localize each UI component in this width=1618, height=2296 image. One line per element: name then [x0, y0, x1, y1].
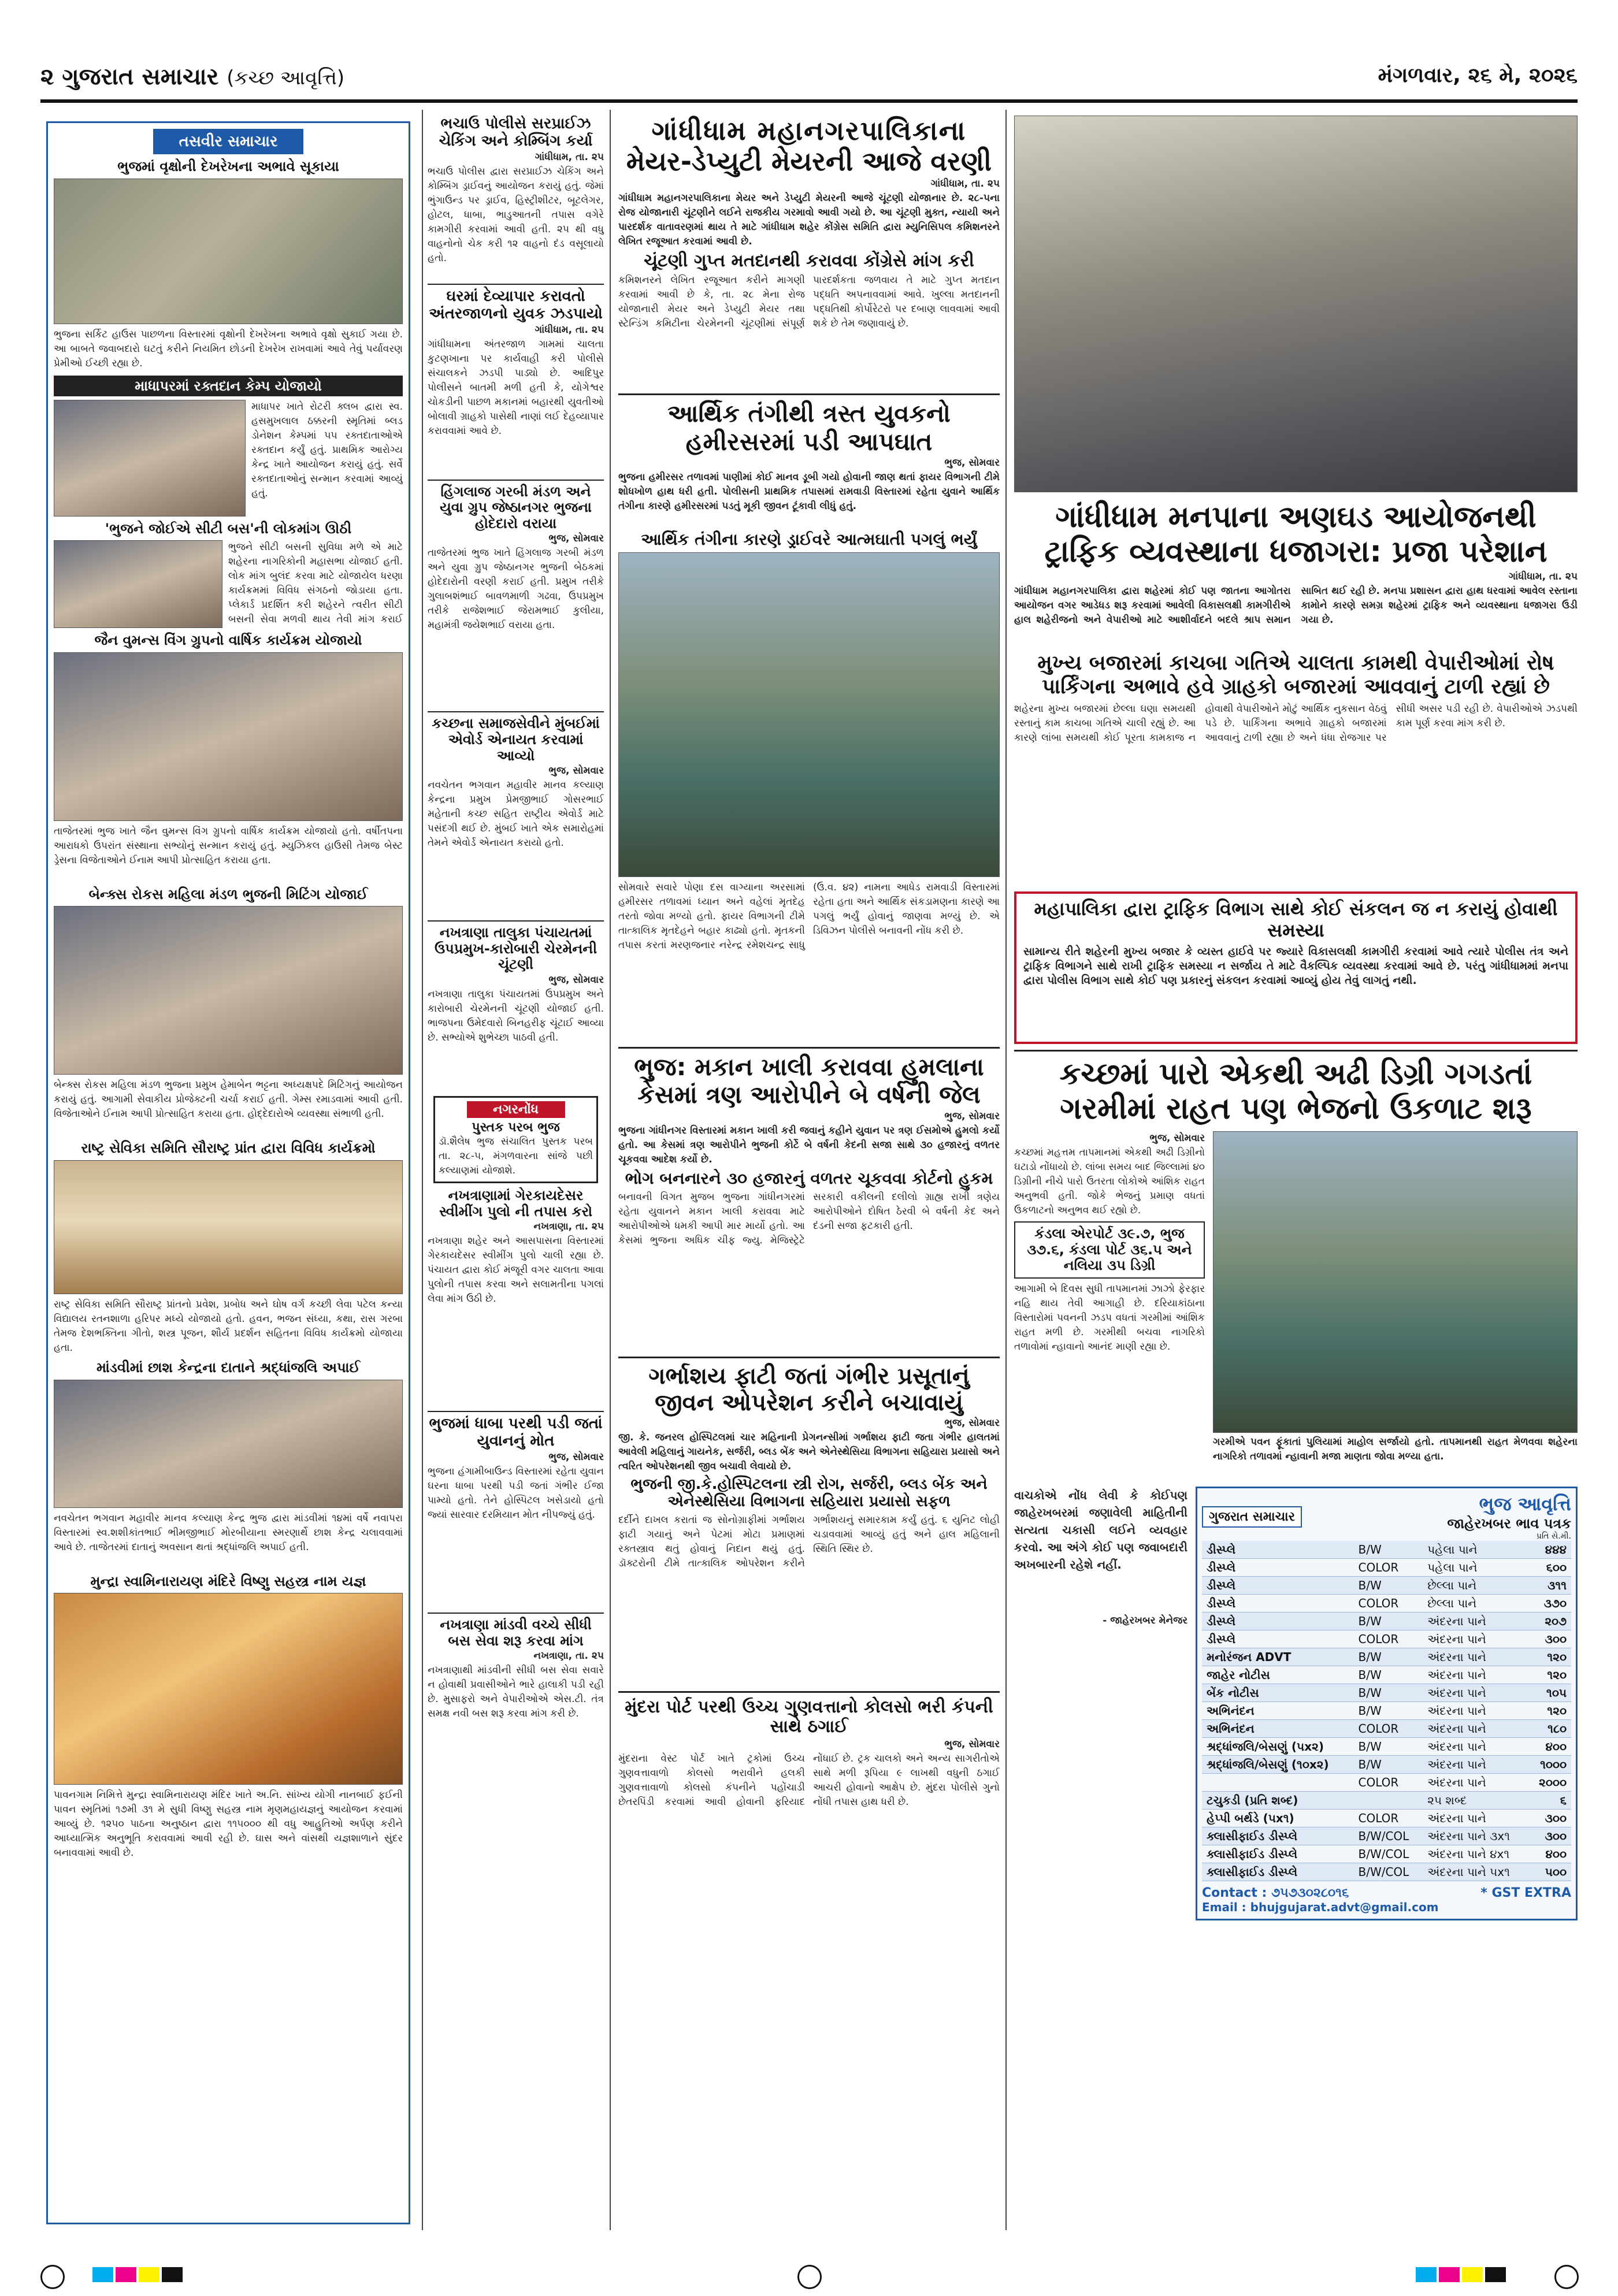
column-divider [610, 110, 611, 2230]
note-body: ડૉ.શૈલેષ ભુજ સંચાલિત પુસ્તક પરબ તા. ૨૮-૫, મંગળવારના સાંજે પછી કલ્યાણમાં યોજાશે. [439, 1136, 593, 1177]
rate-page: અંદરના પાને ૩x૧ [1423, 1827, 1528, 1845]
dateline: ગાંધીધામ, તા. ૨૫ [1508, 570, 1578, 582]
rate-color: COLOR [1353, 1773, 1423, 1791]
box-headline: મહાપાલિકા દ્વારા ટ્રાફિક વિભાગ સાથે કોઈ સંકલન જ ન કરાયું હોવાથી સમસ્યા [1034, 898, 1558, 942]
dateline: ભુજ, સોમવાર [548, 765, 604, 777]
section-title: તસવીર સમાચાર [153, 129, 303, 154]
brief-body: ગાંધીધામના અંતરજાળ ગામમાં ચાલતા કુટણખાના પર કાર્યવાહી કરી પોલીસે સંચાલકને ઝડપી પાડ્યો છે. આદિપુર પોલીસને બાતમી મળી હતી કે, યોગેશ્વર ચોકડીની પાછળ મકાનમાં બહારથી યુવતીઓ બોલાવી ગ્રાહકો પાસેથી નાણાં લઈ દેહવ્યાપાર કરાવવામાં આવે છે. [428, 338, 604, 437]
rate-row [1202, 1719, 1571, 1737]
rate-row [1202, 1791, 1571, 1809]
rate-value: ૪૦૦ [1528, 1845, 1571, 1863]
rate-row [1202, 1827, 1571, 1845]
rate-color: B/W [1353, 1684, 1423, 1701]
story-subhead: પાર્કિંગના અભાવે હવે ગ્રાહકો બજારમાં આવવાનું ટાળી રહ્યાં છે [1042, 674, 1550, 699]
brief-body: નખત્રાણા શહેર અને આસપાસના વિસ્તારમાં ગેરકાયદેસર સ્વીમીંગ પુલો ચાલી રહ્યા છે. પંચાયત દ્વારા કોઈ મંજૂરી વગર ચાલતા આવા પુલોની તપાસ કરવા અને સલામતીના પગલાં લેવા માંગ ઉઠી છે. [428, 1235, 604, 1305]
rate-value: ૬ [1528, 1791, 1571, 1809]
rate-page: અંદરના પાને [1423, 1719, 1528, 1737]
story-rashtra-sevika [48, 1136, 409, 1355]
rate-email: Email : bhujgujarat.advt@gmail.com [1202, 1900, 1439, 1914]
contact-email[interactable]: bhujgujarat.advt@gmail.com [1250, 1900, 1439, 1914]
rate-value: ૬૦૦ [1528, 1558, 1571, 1576]
rate-title: જાહેરખબર ભાવ પત્રક [1447, 1515, 1571, 1532]
rate-color: COLOR [1353, 1594, 1423, 1612]
rate-type: હેપ્પી બર્થડે (૫x૧) [1202, 1809, 1353, 1827]
rate-type: અભિનંદન [1202, 1719, 1353, 1737]
briefs-column [428, 116, 604, 2224]
story-photo [54, 1380, 403, 1508]
brief-headline: ઘરમાં દેવ્યાપાર કરાવતો અંતરજાળનો યુવક ઝડપાયો [429, 287, 603, 322]
rate-value: ૩૦૦ [1528, 1827, 1571, 1845]
story-headline: આર્થિક તંગીથી ત્રસ્ત યુવકનો [667, 399, 951, 428]
rate-value: ૨૦૦૦ [1528, 1773, 1571, 1791]
story-body: શહેરના મુખ્ય બજારમાં છેલ્લા ઘણા સમયથી રસ્તાનું કામ કાચબા ગતિએ ચાલી રહ્યું છે. આ કારણે લાંબા સમયથી કોઈ પૂરતા કામકાજ ન હોવાથી વેપારીઓને મોટું આર્થિક નુકસાન વેઠવું પડે છે. પાર્કિંગના અભાવે ગ્રાહકો બજારમાં આવવાનું ટાળી રહ્યા છે અને ધંધા રોજગાર પર સીધી અસર પડી રહી છે. વેપારીઓએ ઝડપથી કામ પૂર્ણ કરવા માંગ કરી છે. [1014, 703, 1578, 744]
rate-value: ૧૨૦ [1528, 1648, 1571, 1666]
brand-logo: ગુજરાત સમાચાર [1202, 1506, 1302, 1528]
rate-type [1202, 1773, 1353, 1791]
rate-color: B/W [1353, 1576, 1423, 1594]
rate-color: B/W [1353, 1737, 1423, 1755]
rate-type: બેંક નોટીસ [1202, 1684, 1353, 1701]
story-headline: મુન્દ્રા સ્વામિનારાયણ મંદિરે વિષ્ણુ સહસ્ત્ર નામ યજ્ઞ [90, 1573, 366, 1589]
rate-type: જાહેર નોટીસ [1202, 1666, 1353, 1684]
story-body: ભુજના હમીરસર તળાવમાં પાણીમાં કોઈ માનવ ડૂબી ગયો હોવાની જાણ થતાં ફાયર વિભાગની ટીમે શોધખોળ હાથ ધરી હતી. પોલીસની પ્રાથમિક તપાસમાં રામવાડી વિસ્તારમાં રહેતા યુવાને આર્થિક તંગીના કારણે હમીરસરમાં પડતું મૂકી જીવન ટૂંકાવી લીધું હતું. [618, 471, 1000, 512]
story-vishnu-yagna [48, 1569, 409, 1881]
dateline: ગાંધીધામ, તા. ૨૫ [535, 151, 604, 163]
rate-row [1202, 1630, 1571, 1648]
brief-hinglaj [428, 484, 604, 708]
rate-contact: Contact : ૭૫૭૩૦૨૮૦૧૬ * GST EXTRA [1202, 1885, 1571, 1900]
story-body: નવચેતન ભગવાન મહાવીર માનવ કલ્યાણ કેન્દ્ર ભુજ દ્વારા માંડવીમાં ૧૪માં વર્ષે નવાપરા વિસ્તારમાં સ્વ.શશીકાંતભાઈ ભીમજીભાઈ મોરબીયાના સ્મરણાર્થે છાશ કેન્દ્ર ચલાવવામાં આવે છે. તાજેતરમાં દાતાનું અવસાન થતાં શ્રદ્ધાંજલિ અપાઈ હતી. [54, 1512, 403, 1553]
note-headline: પુસ્તક પરબ ભુજ [472, 1120, 560, 1135]
story-headline: મુંદરા પોર્ટ પરથી ઉચ્ચ ગુણવત્તાનો કોલસો ભરી કંપની સાથે ઠગાઈ [625, 1696, 993, 1737]
rate-type: ટચુકડી (પ્રતિ શબ્દ) [1202, 1791, 1353, 1809]
rate-page: અંદરના પાને [1423, 1648, 1528, 1666]
rate-value: ૧૨૦ [1528, 1701, 1571, 1719]
story-hamirsar [618, 400, 1000, 1042]
story-subhead: ભોગ બનનારને ૩૦ હજારનું વળતર ચૂકવવા કોર્ટનો હુકમ [625, 1168, 993, 1188]
right-column [1014, 116, 1578, 2224]
story-body: ભુજને સીટી બસની સુવિધા મળે એ માટે શહેરના નાગરિકોની મહાસભા યોજાઈ હતી. લોક માંગ બુલંદ કરવા માટે યોજાયેલ ધરણા કાર્યક્રમમાં વિવિધ સંગઠનો જોડાયા હતા. પ્લેકાર્ડ પ્રદર્શિત કરી શહેરને ત્વરીત સીટી બસની સેવા મળવી થાય તેવી માંગ કરાઈ [228, 541, 403, 626]
rate-color: COLOR [1353, 1809, 1423, 1827]
story-subhead: ચૂંટણી ગુપ્ત મતદાનથી કરાવવા કોંગ્રેસે માંગ કરી [644, 250, 974, 271]
story-body: ગાંધીધામ મહાનગરપાલિકા દ્વારા શહેરમાં કોઈ પણ જાતના આગોતરા આયોજન વગર આડેધડ શરૂ કરવામાં આવેલી વિકાસલક્ષી કામગીરીએ હાલ શહેરીજનો અને વેપારીઓ માટે આશીર્વાદને બદલે શ્રાપ સમાન સાબિત થઈ રહી છે. મનપા પ્રશાસન દ્વારા હાથ ધરવામાં આવેલ રસ્તાના કામોને કારણે સમગ્ર શહેરમાં ટ્રાફિક અને વ્યવસ્થાના ધજાગરા ઉડી ગયા છે. [1014, 585, 1578, 626]
rate-page: અંદરના પાને [1423, 1701, 1528, 1719]
rate-row [1202, 1701, 1571, 1719]
story-headline: ગાંધીધામ મહાનગરપાલિકાના [651, 116, 967, 146]
dateline: ભુજ, સોમવાર [944, 1738, 1000, 1750]
rate-value: ૧૦૫ [1528, 1684, 1571, 1701]
story-mahila-mandal [48, 882, 409, 1136]
note-label: નગરનોંધ [467, 1101, 565, 1118]
story-heat [1014, 1057, 1578, 1478]
rate-value: ૪૦૦ [1528, 1737, 1571, 1755]
rate-color: B/W/COL [1353, 1863, 1423, 1881]
story-headline: ગર્ભાશય ફાટી જતાં ગંભીર પ્રસૂતાનું [648, 1362, 970, 1390]
story-traffic [1014, 500, 1578, 1044]
brief-headline: કચ્છના સમાજસેવીને મુંબઈમાં એવોર્ડ એનાયત કરવામાં આવ્યો [432, 715, 600, 764]
rate-value: ૨૦૭ [1528, 1612, 1571, 1630]
reader-notice [1014, 1487, 1187, 1920]
rate-row [1202, 1576, 1571, 1594]
gst-note: * GST EXTRA [1480, 1885, 1571, 1900]
registration-mark [1554, 2265, 1579, 2289]
story-body: આગામી બે દિવસ સુધી તાપમાનમાં ઝાઝો ફેરફાર નહિ થાય તેવી આગાહી છે. દરિયાકાંઠાના વિસ્તારોમાં પવનની ઝડપ વધતાં ગરમીમાં આંશિક રાહત મળી છે. ગરમીથી બચવા નાગરિકો તળાવોમાં ન્હાવાનો આનંદ માણી રહ્યા છે. [1014, 1283, 1205, 1353]
story-headline: ગાંધીધામ મનપાના અણઘડ આયોજનથી [1055, 500, 1537, 534]
story-subhead: ભુજની જી.કે.હોસ્પિટલના સ્ત્રી રોગ, સર્જરી, બ્લડ બેંક અને એનેસ્થેસિયા વિભાગના સહિયારા પ્રયાસો સફળ [630, 1475, 988, 1510]
brief-headline: નખત્રાણા માંડવી વચ્ચે સીધી બસ સેવા શરૂ કરવા માંગ [440, 1617, 592, 1649]
story-headline: કેસમાં ત્રણ આરોપીને બે વર્ષની જેલ [637, 1080, 981, 1109]
rate-type: શ્રદ્ધાંજલિ/બેસણું (૫x૨) [1202, 1737, 1353, 1755]
story-body: ગાંધીધામ મહાનગરપાલિકાના મેયર અને ડેપ્યુટી મેયરની આજે ચૂંટણી યોજાનાર છે. ૨૮-૫ના રોજ યોજાનારી ચૂંટણીને લઈને રાજકીય ગરમાવો આવી ગયો છે. આ ચૂંટણી મુક્ત, ન્યાયી અને પારદર્શક વાતાવરણમાં થાય તે માટે ગાંધીધામ શહેર કોંગ્રેસ સમિતિ દ્વારા મ્યુનિસિપલ કમિશનરને લેખિત રજૂઆત કરવામાં આવી છે. [618, 192, 1000, 247]
rate-type: ક્લાસીફાઈડ ડીસ્પ્લે [1202, 1827, 1353, 1845]
story-headline: રાષ્ટ્ર સેવિકા સમિતિ સૌરાષ્ટ્ર પ્રાંત દ્વારા વિવિધ કાર્યક્રમો [81, 1140, 376, 1157]
rate-color [1353, 1791, 1423, 1809]
brief-headline: ભચાઉ પોલીસે સરપ્રાઈઝ ચેકિંગ અને કોમ્બિંગ કર્યા [439, 116, 593, 150]
rate-page: અંદરના પાને ૪x૧ [1423, 1845, 1528, 1863]
story-body: માધાપર ખાતે રોટરી ક્લબ દ્વારા સ્વ. હસમુખલાલ ઠક્કરની સ્મૃતિમાં બ્લડ ડોનેશન કેમ્પમાં ૫૫ રક્તદાતાઓએ રક્તદાન કર્યું હતું. પ્રાથમિક આરોગ્ય કેન્દ્ર ખાતે આયોજન કરાયું હતું. સર્વે રક્તદાતાઓનું સન્માન કરવામાં આવ્યું હતું. [251, 400, 403, 499]
story-subhead: મુખ્ય બજારમાં કાચબા ગતિએ ચાલતા કામથી વેપારીઓમાં રોષ [1037, 651, 1554, 675]
story-headline: 'ભુજને જોઈએ સીટી બસ'ની લોકમાંગ ઊઠી [105, 520, 352, 537]
rate-value: ૫૦૦ [1528, 1863, 1571, 1881]
dateline: ભુજ, સોમવાર [548, 533, 604, 545]
story-headline: ગરમીમાં રાહત પણ ભેજનો ઉકળાટ શરૂ [1060, 1091, 1532, 1127]
rate-color: B/W [1353, 1701, 1423, 1719]
rate-type: ડીસ્પ્લે [1202, 1612, 1353, 1630]
rate-page: પહેલા પાને [1423, 1541, 1528, 1559]
rate-table [1202, 1541, 1571, 1881]
dateline: નખત્રાણા, તા. ૨૫ [533, 1221, 604, 1233]
story-headline: માંડવીમાં છાશ કેન્દ્રના દાતાને શ્રદ્ધાંજલિ અપાઈ [96, 1359, 361, 1376]
story-headline: જીવન ઓપરેશન કરીને બચાવાયું [655, 1389, 963, 1416]
dateline: ગાંધીધામ, તા. ૨૫ [930, 177, 1000, 190]
rate-page: અંદરના પાને [1423, 1737, 1528, 1755]
rate-row [1202, 1648, 1571, 1666]
rate-color: COLOR [1353, 1719, 1423, 1737]
page-header [40, 64, 1578, 98]
story-court-verdict [618, 1053, 1000, 1352]
brief-body: નખત્રાણાથી માંડવીની સીધી બસ સેવા સવારે ન હોવાથી પ્રવાસીઓને ભારે હાલાકી પડી રહી છે. મુસાફરો અને વેપારીઓએ એસ.ટી. તંત્ર સમક્ષ નવી બસ શરૂ કરવા માંગ કરી છે. [428, 1665, 604, 1720]
story-body: તાજેતરમાં ભુજ ખાતે જૈન વુમન્સ વિંગ ગ્રુપનો વાર્ષિક કાર્યક્રમ યોજાયો હતો. વર્ષીતપના આરાધકો ઉપરાંત સંસ્થાના સભ્યોનું સન્માન કરાયું હતું. મ્યુઝિકલ હાઉસી તેમજ બેસ્ટ ડ્રેસના વિજેતાઓને ઈનામ આપી પ્રોત્સાહિત કરાયા હતા. [54, 825, 403, 866]
dateline: ભુજ, સોમવાર [944, 456, 1000, 469]
brief-headline: નખત્રાણામાં ગેરકાયદેસર સ્વીમીંગ પુલો ની તપાસ કરો [439, 1187, 593, 1220]
rate-row [1202, 1594, 1571, 1612]
rate-type: ડીસ્પ્લે [1202, 1594, 1353, 1612]
story-headline: કચ્છમાં પારો એકથી અઢી ડિગ્રી ગગડતાં [1059, 1057, 1532, 1092]
story-chhash-kendra [48, 1355, 409, 1569]
swimming-photo [1213, 1131, 1578, 1433]
rate-color: B/W [1353, 1612, 1423, 1630]
rate-color: B/W [1353, 1755, 1423, 1773]
rate-page: અંદરના પાને [1423, 1755, 1528, 1773]
story-surgery [618, 1363, 1000, 1686]
story-headline: હમીરસરમાં પડી આપઘાત [685, 427, 933, 456]
rate-row [1202, 1755, 1571, 1773]
column-divider [1005, 110, 1007, 2230]
center-column [618, 116, 1000, 2224]
brief-body: તાજેતરમાં ભુજ ખાતે હિંગલાજ ગરબી મંડળ અને યુવા ગ્રુપ જેષ્ઠાનગર ભુજની બેઠકમાં હોદેદારોની વરણી કરાઈ હતી. પ્રમુખ તરીકે ગુલાબશંભાઈ બાવળમાળી ગઢવા, ઉપપ્રમુખ તરીકે રાજેશભાઈ જેરામભાઈ કુલીયા, મહામંત્રી જયેશભાઈ વરાયા હતા. [428, 547, 604, 631]
rate-type: ડીસ્પ્લે [1202, 1630, 1353, 1648]
rate-page: અંદરના પાને [1423, 1684, 1528, 1701]
story-photo [54, 540, 222, 628]
traffic-coordination-box [1014, 891, 1578, 1044]
story-photo [54, 179, 403, 324]
rate-value: ૧૦૦૦ [1528, 1755, 1571, 1773]
brief-nakhatrana-panchayat [428, 925, 604, 1091]
notice-text: વાચકોએ નોંધ લેવી કે કોઈપણ જાહેરખબરમાં જણાવેલી માહિતીની સત્યતા ચકાસી લઈને વ્યવહાર કરવો. આ અંગે કોઈ પણ જવાબદારી અખબારની રહેશે નહીં. [1014, 1488, 1187, 1571]
story-photo [54, 1160, 403, 1294]
rate-page: અંદરના પાને [1423, 1773, 1528, 1791]
rate-type: ડીસ્પ્લે [1202, 1558, 1353, 1576]
story-headline: ટ્રાફિક વ્યવસ્થાના ધજાગરા: પ્રજા પરેશાન [1044, 534, 1548, 569]
story-photo [54, 906, 403, 1075]
rate-type: અભિનંદન [1202, 1701, 1353, 1719]
rate-value: ૪૪૪ [1528, 1541, 1571, 1559]
rate-value: ૩૦૦ [1528, 1630, 1571, 1648]
rate-color: COLOR [1353, 1630, 1423, 1648]
story-body: સોમવારે સવારે પોણા દસ વાગ્યાના અરસામાં હમીરસર તળાવમાં ધ્યાન અને વહેલાં મૃતદેહ તરતો જોવા મળ્યો હતો. ફાયર વિભાગની ટીમે તાત્કાલિક મૃતદેહને બહાર કાઢ્યો હતો. મૃતકની તપાસ કરતાં મરણજનાર નરેન્દ્ર રમેશચન્દ્ર સાધુ (ઉ.વ. ૪૨) નામના આધેડ રામવાડી વિસ્તારમાં રહેતા હતા અને આર્થિક સંકડામણના કારણે આ પગલું ભર્યું હોવાનું જાણવા મળ્યું છે. એ ડિવિઝન પોલીસે બનાવની નોંધ કરી છે. [618, 882, 1000, 952]
story-headline: મેયર-ડેપ્યુટી મેયરની આજે વરણી [626, 145, 992, 177]
brief-body: ભચાઉ પોલીસ દ્વારા સરપ્રાઈઝ ચેકિંગ અને કોમ્બિંગ ડ્રાઈવનું આયોજન કરાયું હતું. જેમાં ભુંગાઉન્ડ પર ડ્રાઈવ, હિસ્ટ્રીશીટર, બૂટલેગર, હોટલ, ધાબા, ભાડુઆતની તપાસ વગેરે કામગીરી કરવામાં આવી હતી. ૨૫ થી વધુ વાહનોનો ચેક કરી ૧૨ વાહનો દંડ વસૂલાયો હતો. [428, 165, 604, 264]
rate-type: ડીસ્પ્લે [1202, 1541, 1353, 1559]
column-divider [422, 110, 423, 2230]
story-body: દર્દીને દાખલ કરાતાં જ સોનોગ્રાફીમાં ગર્ભાશય ફાટી ગયાનું અને પેટમાં મોટા પ્રમાણમાં રક્તસ્ત્રાવ થતું હોવાનું નિદાન થયું હતું. ડૉક્ટરોની ટીમે તાત્કાલિક ઓપરેશન કરીને ગર્ભાશયનું સમારકામ કર્યું હતું. ૬ યુનિટ લોહી ચડાવવામાં આવ્યું હતું અને હાલ મહિલાની સ્થિતિ સ્થિર છે. [618, 1514, 1000, 1569]
brief-bhachau [428, 116, 604, 280]
registration-mark [797, 2265, 822, 2289]
story-body: રાષ્ટ્ર સેવિકા સમિતિ સૌરાષ્ટ્ર પ્રાંતનો પ્રવેશ, પ્રબોધ અને ઘોષ વર્ગ કચ્છી લેવા પટેલ કન્યા વિદ્યાલય રતનશાળા હરિપર મધ્યે યોજાયો હતો. હવન, ભજન સંધ્યા, કથા, રાસ ગરબા તેમજ દેશભક્તિના ગીતો, શસ્ત્ર પૂજન, શૌર્ય પ્રદર્શન સહિતના વિવિધ કાર્યક્રમો યોજાયા હતા. [54, 1298, 403, 1354]
brief-youth-death [428, 1416, 604, 1609]
rate-color: B/W/COL [1353, 1845, 1423, 1863]
rate-row [1202, 1612, 1571, 1630]
story-body: બનાવની વિગત મુજબ ભુજના ગાંધીનગરમાં રહેતા યુવાનને મકાન ખાલી કરાવવા માટે આરોપીઓએ ધમકી આપી માર માર્યો હતો. આ કેસમાં ભુજના અધિક ચીફ જ્યુ. મેજિસ્ટ્રેટે સરકારી વકીલની દલીલો ગ્રાહ્ય રાખી ત્રણેય આરોપીઓને દોષિત ઠેરવી બે વર્ષની કેદ અને દંડની સજા ફટકારી હતી. [618, 1191, 1000, 1246]
rate-page: અંદરના પાને ૫x૧ [1423, 1863, 1528, 1881]
rate-page: છેલ્લા પાને [1423, 1576, 1528, 1594]
rate-page: ૨૫ શબ્દ [1423, 1791, 1528, 1809]
story-body: મુંદરાના વેસ્ટ પોર્ટ ખાતે ટ્રકોમાં ઉચ્ચ ગુણવત્તાવાળો કોલસો ભરાવીને હલકી ગુણવત્તાવાળો કોલસો કંપનીને પહોંચાડી છેતરપિંડી કરવામાં આવી હોવાની ફરિયાદ નોંધાઈ છે. ટ્રક ચાલકો અને અન્ય સાગરીતોએ સાથે મળી રૂપિયા ૯ લાખથી વધુની ઠગાઈ આચરી હોવાનો આક્ષેપ છે. મુંદરા પોલીસે ગુનો નોંધી તપાસ હાથ ધરી છે. [618, 1752, 1000, 1808]
story-body: જી. કે. જનરલ હોસ્પિટલમાં ચાર મહિનાની પ્રેગનન્સીમાં ગર્ભાશય ફાટી જતા ગંભીર હાલતમાં આવેલી મહિલાનું ગાયનેક, સર્જરી, બ્લડ બેંક અને એનેસ્થેસિયા વિભાગના સહિયારા પ્રયાસો અને ત્વરિત ઓપરેશનથી જીવ બચાવી લેવાયો છે. [618, 1431, 1000, 1472]
rate-type: શ્રદ્ધાંજલિ/બેસણું (૧૦x૨) [1202, 1755, 1353, 1773]
story-trees [48, 159, 409, 371]
rate-page: પહેલા પાને [1423, 1558, 1528, 1576]
rate-value: ૧૮૦ [1528, 1719, 1571, 1737]
registration-mark [40, 2265, 65, 2289]
box-body: સામાન્ય રીતે શહેરની મુખ્ય બજાર કે વ્યસ્ત હાઈવે પર જ્યારે વિકાસલક્ષી કામગીરી કરવામાં આવે ત્યારે પોલીસ તંત્ર અને ટ્રાફિક વિભાગને સાથે રાખી ટ્રાફિક સમસ્યા ન સર્જાય તે માટે વૈકલ્પિક વ્યવસ્થા કરવામાં આવે છે. પરંતુ ગાંધીધામમાં મનપા દ્વારા પોલીસ વિભાગ સાથે કોઈ પણ પ્રકારનું સંકલન કરવામાં આવ્યું હોય તેવું લાગતું નથી. [1023, 945, 1568, 987]
story-body: ભુજના સર્કિટ હાઉસ પાછળના વિસ્તારમાં વૃક્ષોની દેખરેખના અભાવે વૃક્ષો સુકાઈ ગયા છે. આ બાબતે જવાબદારો ઘટતું કરીને નિયમિત છોડની દેખરેખ રાખવામાં આવે તેવું પર્યાવરણ પ્રેમીઓ ઈચ્છી રહ્યા છે. [54, 328, 403, 369]
rate-page: છેલ્લા પાને [1423, 1594, 1528, 1612]
rate-row [1202, 1541, 1571, 1559]
photo-caption: ગરમીએ પવન ફૂંકાતાં પુલિયામાં માહોલ સર્જાયો હતો. તાપમાનથી રાહત મેળવવા શહેરના નાગરિકો તળાવમાં ન્હાવાની મજા માણતા જોવા મળ્યા હતા. [1213, 1436, 1578, 1462]
story-photo [54, 400, 246, 517]
dateline: ભુજ, સોમવાર [1149, 1132, 1205, 1144]
rate-value: ૩૧૧ [1528, 1576, 1571, 1594]
rate-row [1202, 1666, 1571, 1684]
brief-body: ભુજના હંગામીબાઉન્ડ વિસ્તારમાં રહેતા યુવાન ઘરના ધાબા પરથી પડી જતાં ગંભીર ઈજા પામ્યો હતો. તેને હોસ્પિટલ ખસેડાયો હતો જ્યાં સારવાર દરમિયાન મોત નીપજ્યું હતું. [428, 1466, 604, 1521]
rate-color: B/W [1353, 1666, 1423, 1684]
story-headline: માધાપરમાં રક્તદાન કેમ્પ યોજાયો [54, 376, 403, 396]
rate-value: ૩૦૦ [1528, 1809, 1571, 1827]
story-body: કચ્છમાં મહત્તમ તાપમાનમાં એકથી અઢી ડિગ્રીનો ઘટાડો નોંધાયો છે. લાંબા સમય બાદ જિલ્લામાં ૪૦ ડિગ્રીની નીચે પારો ઉતરતા લોકોએ આંશિક રાહત અનુભવી હતી. જોકે ભેજનું પ્રમાણ વધતાં ઉકળાટનો અનુભવ થઈ રહ્યો છે. [1014, 1146, 1205, 1216]
rate-color: COLOR [1353, 1558, 1423, 1576]
rate-row [1202, 1773, 1571, 1791]
rate-page: અંદરના પાને [1423, 1666, 1528, 1684]
rate-color: B/W/COL [1353, 1827, 1423, 1845]
dateline: ભુજ, સોમવાર [548, 1451, 604, 1463]
dateline: ભુજ, સોમવાર [548, 974, 604, 986]
brief-headline: હિંગલાજ ગરબી મંડળ અને યુવા ગ્રુપ જેષ્ઠાનગર ભુજના હોદેદારો વરાયા [440, 483, 592, 532]
issue-date: મંગળવાર, ૨૬ મે, ૨૦૨૬ [1378, 64, 1578, 87]
rate-row [1202, 1737, 1571, 1755]
dateline: ગાંધીધામ, તા. ૨૫ [535, 324, 604, 336]
contact-phone[interactable]: ૭૫૭૩૦૨૮૦૧૬ [1271, 1885, 1349, 1900]
story-jain-wing [48, 628, 409, 882]
rate-row [1202, 1684, 1571, 1701]
rate-type: મનોરંજન ADVT [1202, 1648, 1353, 1666]
color-bar [1416, 2267, 1508, 2282]
story-mayor-election [618, 116, 1000, 389]
story-body: ભુજના ગાંધીનગર વિસ્તારમાં મકાન ખાલી કરી જવાનું કહીને યુવાન પર ત્રણ ઈસમોએ હુમલો કર્યો હતો. આ કેસમાં ત્રણ આરોપીને ભુજની કોર્ટે બે વર્ષની કેદની સજા સાથે ૩૦ હજારનું વળતર ચૂકવવા આદેશ કર્યો છે. [618, 1124, 1000, 1165]
ad-area [1014, 1487, 1578, 1920]
brief-body: નખત્રાણા તાલુકા પંચાયતમાં ઉપપ્રમુખ અને કારોબારી ચેરમેનની ચૂંટણી યોજાઈ હતી. ભાજપના ઉમેદવારો બિનહરીફ ચૂંટાઈ આવ્યા છે. સભ્યોએ શુભેચ્છા પાઠવી હતી. [428, 988, 604, 1043]
rate-color: B/W [1353, 1648, 1423, 1666]
brief-award [428, 716, 604, 917]
rate-page: અંદરના પાને [1423, 1612, 1528, 1630]
story-headline: ભુજમાં વૃક્ષોની દેખરેખના અભાવે સૂકાયા [117, 158, 339, 174]
rate-edition: ભુજ આવૃત્તિ [1479, 1492, 1571, 1515]
story-city-bus [48, 517, 409, 629]
story-photo [54, 1593, 403, 1785]
dateline: ભુજ, સોમવાર [944, 1417, 1000, 1429]
story-body: કમિશનરને લેખિત રજૂઆત કરીને માગણી કરવામાં આવી છે કે, તા. ૨૮ મેના રોજ યોજાનારી મેયર અને ડેપ્યુટી મેયર તથા સ્ટેન્ડિંગ કમિટીના ચેરમેનની ચૂંટણીમાં સંપૂર્ણ પારદર્શકતા જળવાય તે માટે ગુપ્ત મતદાન પદ્ધતિ અપનાવવામાં આવે. ખુલ્લા મતદાનની પદ્ધતિથી કોર્પોરેટરો પર દબાણ લાવવામાં આવી શકે છે તેમ જણાવાયું છે. [618, 274, 1000, 330]
picture-news-column [46, 121, 410, 2224]
rate-type: ક્લાસીફાઈડ ડીસ્પ્લે [1202, 1845, 1353, 1863]
rate-type: ડીસ્પ્લે [1202, 1576, 1353, 1594]
brief-body: નવચેતન ભગવાન મહાવીર માનવ કલ્યાણ કેન્દ્રના પ્રમુખ પ્રેમજીભાઈ ગોસરભાઈ મહેતાની કચ્છ સહિત રાષ્ટ્રીય એવોર્ડ માટે પસંદગી થઈ છે. મુંબઈ ખાતે એક સમારોહમાં તેમને એવોર્ડ એનાયત કરાયો હતો. [428, 779, 604, 849]
rate-page: અંદરના પાને [1423, 1809, 1528, 1827]
rate-page: અંદરના પાને [1423, 1630, 1528, 1648]
nagar-nondh-box [433, 1096, 598, 1183]
story-coal-fraud [618, 1697, 1000, 1862]
traffic-photo [1014, 116, 1578, 492]
brief-antarjal [428, 288, 604, 476]
temperature-box: કંડલા એરપોર્ટ ૩૯.૭, ભુજ ૩૭.૬, કંડલા પોર્ટ ૩૬.૫ અને નલિયા ૩૫ ડિગ્રી [1014, 1221, 1205, 1279]
rate-row [1202, 1863, 1571, 1881]
story-subhead: આર્થિક તંગીના કારણે ડ્રાઈવરે આત્મઘાતી પગલું ભર્યું [641, 529, 977, 549]
rate-row [1202, 1558, 1571, 1576]
story-photo [54, 652, 403, 821]
story-body: બેન્ક્સ રોકસ મહિલા મંડળ ભુજના પ્રમુખ હેમાબેન ભટ્ટના અધ્યક્ષપદે મિટિંગનું આયોજન કરાયું હતું. આગામી સેવાકીય પ્રોજેક્ટની ચર્ચા કરાઈ હતી. ગેમ્સ રમાડવામાં આવી હતી. વિજેતાઓને ઈનામ આપી પ્રોત્સાહિત કરાયા હતા. હોદ્દેદારોએ વ્યવસ્થા સંભાળી હતી. [54, 1079, 403, 1120]
rate-type: ક્લાસીફાઈડ ડીસ્પ્લે [1202, 1863, 1353, 1881]
rate-row [1202, 1809, 1571, 1827]
rate-value: ૩૭૦ [1528, 1594, 1571, 1612]
paper-name: ૨ ગુજરાત સમાચાર (કચ્છ આવૃત્તિ) [40, 64, 345, 90]
story-body: પાવનગામ નિમિત્તે મુન્દ્રા સ્વામિનારાયણ મંદિર ખાતે અ.નિ. સાંખ્ય યોગી નાનબાઈ ફઈની પાવન સ્મૃતિમાં ૧૭મી ૩૧ મે સુધી વિષ્ણુ સહસ્ત્ર નામ મૃણમહાયજ્ઞનું આયોજન કરવામાં આવ્યું છે. ૧૨૫૦ પાઠના અનુષ્ઠાન દ્વારા ૧૧૫૦૦૦ થી વધુ આહુતિઓ અર્પણ કરીને આધ્યાત્મિક અનુભૂતિ કરાવવામાં આવી રહી છે. ઘાસ અને વાંસથી યજ્ઞશાળાને સુંદર બનાવવામાં આવી છે. [54, 1789, 403, 1859]
rate-row [1202, 1845, 1571, 1863]
dateline: ભુજ, સોમવાર [944, 1110, 1000, 1122]
rate-color: B/W [1353, 1541, 1423, 1559]
rate-value: ૧૨૦ [1528, 1666, 1571, 1684]
story-headline: ભુજ: મકાન ખાલી કરાવવા હુમલાના [634, 1053, 984, 1082]
lake-photo [618, 552, 1000, 877]
brief-headline: ભુજમાં ધાબા પરથી પડી જતાં યુવાનનું મોત [429, 1415, 603, 1450]
notice-sign: - જાહેરખબર મેનેજર [1103, 1614, 1187, 1626]
rate-card [1196, 1487, 1578, 1920]
brief-bus-service [428, 1617, 604, 1790]
dateline: નખત્રાણા, તા. ૨૫ [533, 1650, 604, 1662]
story-blood-camp [48, 371, 409, 517]
header-rule [40, 99, 1578, 103]
story-headline: બેન્ક્સ રોકસ મહિલા મંડળ ભુજની મિટિંગ યોજાઈ [88, 886, 368, 902]
story-headline: જૈન વુમન્સ વિંગ ગ્રુપનો વાર્ષિક કાર્યક્રમ યોજાયો [94, 632, 362, 649]
brief-headline: નખત્રાણા તાલુકા પંચાયતમાં ઉપપ્રમુખ-કારોબારી ચેરમેનની ચૂંટણી [434, 924, 598, 973]
brief-swimming-pool [428, 1188, 604, 1407]
edition-label: (કચ્છ આવૃત્તિ) [227, 66, 345, 90]
rate-unit: પ્રતિ સે.મી. [1536, 1531, 1571, 1541]
color-bar [92, 2267, 185, 2282]
